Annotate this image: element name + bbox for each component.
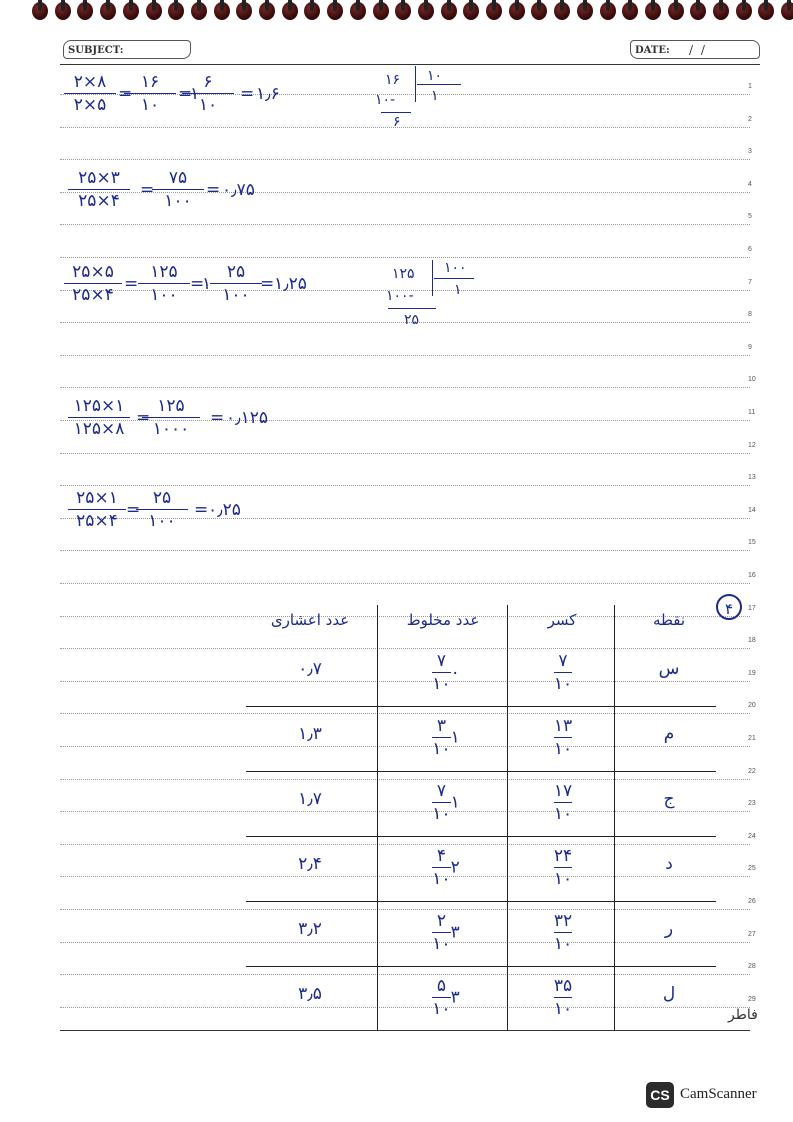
denominator: ۱۰ — [198, 95, 218, 115]
fraction-scaled — [64, 168, 134, 211]
numerator: ۶ — [203, 72, 213, 92]
numerator: ۸×۲ — [73, 72, 107, 92]
denominator: ۵×۲ — [73, 95, 107, 115]
dividend: ۱۲۵ — [392, 266, 415, 282]
denominator: ۱۰۰ — [164, 191, 192, 211]
mixed-fraction — [432, 911, 450, 954]
denominator: ۱۰ — [553, 999, 573, 1019]
point-label: د — [665, 854, 673, 874]
line-number: 23 — [748, 800, 756, 808]
ruled-line — [60, 127, 750, 128]
equals-sign: = — [136, 408, 151, 428]
numerator: ۱۶ — [140, 72, 160, 92]
line-number: 7 — [748, 278, 752, 286]
numerator: ۷۵ — [168, 168, 188, 188]
decimal-value: ۱٫۳ — [298, 724, 322, 744]
spiral-ring — [168, 2, 184, 20]
equals-sign: = — [260, 274, 275, 294]
spiral-ring — [577, 2, 593, 20]
mixed-whole: ۱ — [450, 727, 460, 748]
cell-mixed-number — [386, 781, 506, 824]
mixed-fraction — [432, 651, 450, 694]
fraction-scaled — [60, 262, 126, 305]
mixed-whole: ۲ — [450, 857, 460, 878]
spiral-ring — [32, 2, 48, 20]
divisor: ۱۰۰ — [444, 260, 467, 276]
line-number: 8 — [748, 311, 752, 319]
spiral-ring — [214, 2, 230, 20]
equals-sign: = — [124, 274, 139, 294]
row-divider — [246, 966, 716, 967]
fraction-scaled — [60, 72, 120, 115]
camscanner-badge: CS — [646, 1082, 674, 1108]
numerator: ۷ — [436, 781, 446, 801]
denominator: ۱۰ — [432, 934, 451, 954]
ruled-line — [60, 453, 750, 454]
mixed-whole: ۳ — [450, 987, 460, 1008]
equals-sign: = — [206, 180, 221, 200]
line-number: 20 — [748, 702, 756, 710]
line-number: 28 — [748, 963, 756, 971]
cell-point — [624, 919, 714, 939]
decimal-result: ۱٫۶ — [256, 84, 280, 104]
denominator: ۱۰ — [432, 739, 451, 759]
header-mixed: عدد مخلوط — [406, 611, 480, 629]
line-number: 21 — [748, 735, 756, 742]
spiral-ring — [304, 2, 320, 20]
spiral-binding — [0, 0, 793, 26]
equals-sign: = — [140, 180, 155, 200]
spiral-ring — [758, 2, 774, 20]
fraction — [554, 976, 572, 1019]
ruled-line — [60, 355, 750, 356]
cell-point — [624, 724, 714, 744]
cell-mixed-number — [386, 911, 506, 954]
cell-fraction — [516, 976, 610, 1019]
numerator: ۱۲۵ — [150, 262, 178, 282]
point-label: ل — [662, 984, 676, 1004]
numerator: ۳×۲۵ — [78, 168, 120, 188]
decimal-value: ۳٫۵ — [298, 984, 322, 1004]
point-label: س — [658, 659, 680, 679]
cell-decimal — [246, 984, 374, 1004]
numerator: ۷ — [558, 651, 568, 671]
numerator: ۱۲۵ — [157, 396, 185, 416]
cell-fraction — [516, 651, 610, 694]
spiral-ring — [327, 2, 343, 20]
line-number: 25 — [748, 865, 756, 873]
line-number: 17 — [748, 604, 756, 612]
spiral-ring — [123, 2, 139, 20]
spiral-ring — [531, 2, 547, 20]
fraction — [554, 911, 572, 954]
denominator: ۱۰ — [432, 999, 451, 1019]
camscanner-label: CamScanner — [680, 1086, 757, 1102]
numerator: ۵×۲۵ — [72, 262, 114, 282]
line-number: 1 — [748, 83, 752, 90]
denominator: ۱۰۰ — [222, 285, 250, 305]
equals-sign: = — [210, 408, 225, 428]
numerator: ۴ — [436, 846, 446, 866]
denominator: ۱۰ — [432, 804, 451, 824]
cell-decimal — [246, 659, 374, 679]
spiral-ring — [509, 2, 525, 20]
numerator: ۷ — [436, 651, 446, 671]
denominator: ۱۰۰ — [148, 511, 176, 531]
cell-mixed-number — [386, 651, 506, 694]
cell-point — [624, 659, 714, 679]
mixed-whole: ۱ — [202, 274, 212, 294]
quotient: ۱ — [431, 88, 439, 104]
date-value: / / — [689, 43, 707, 57]
numerator: ۱×۲۵ — [76, 488, 118, 508]
remainder: ۶ — [393, 114, 401, 130]
spiral-ring — [713, 2, 729, 20]
mixed-fraction — [432, 781, 450, 824]
cell-fraction — [516, 846, 610, 889]
decimal-value: ۱٫۷ — [298, 789, 322, 809]
line-number: 18 — [748, 637, 756, 645]
cell-decimal — [246, 854, 374, 874]
cell-decimal — [246, 789, 374, 809]
cell-fraction — [516, 781, 610, 824]
dividend: ۱۶ — [385, 72, 401, 88]
line-number: 11 — [748, 409, 756, 416]
denominator: ۱۰ — [140, 95, 160, 115]
cell-mixed-number — [386, 976, 506, 1019]
point-label: ج — [663, 789, 675, 809]
mixed-fraction — [432, 976, 450, 1019]
numerator: ۱۷ — [553, 781, 573, 801]
denominator: ۱۰۰ — [150, 285, 178, 305]
row-divider — [246, 706, 716, 707]
header-fraction: کسر — [547, 611, 577, 629]
fraction — [554, 716, 572, 759]
mixed-fraction — [206, 262, 266, 305]
line-number: 22 — [748, 767, 756, 775]
fraction — [554, 846, 572, 889]
subject-label: SUBJECT: — [68, 45, 124, 56]
ruled-line — [60, 387, 750, 388]
cell-decimal — [246, 724, 374, 744]
fraction-scaled — [64, 396, 134, 439]
point-label: م — [663, 724, 675, 744]
spiral-ring — [781, 2, 793, 20]
line-number: 29 — [748, 995, 756, 1003]
line-number: 27 — [748, 930, 756, 938]
cell-fraction — [516, 716, 610, 759]
spiral-ring — [77, 2, 93, 20]
spiral-ring — [146, 2, 162, 20]
line-number: 24 — [748, 832, 756, 840]
denominator: ۱۰ — [553, 739, 573, 759]
ruled-line — [60, 257, 750, 258]
decimal-value: ۳٫۲ — [298, 919, 322, 939]
spiral-ring — [100, 2, 116, 20]
mixed-fraction — [178, 72, 238, 115]
spiral-ring — [236, 2, 252, 20]
notebook-logo: فاطر — [728, 1007, 758, 1023]
mixed-whole: ۳ — [450, 922, 460, 943]
denominator: ۴×۲۵ — [72, 285, 114, 305]
spiral-ring — [645, 2, 661, 20]
spiral-ring — [736, 2, 752, 20]
mixed-fraction — [432, 716, 450, 759]
denominator: ۱۰ — [432, 869, 451, 889]
numerator: ۱×۱۲۵ — [73, 396, 125, 416]
equals-sign: = — [126, 500, 141, 520]
spiral-ring — [554, 2, 570, 20]
fraction-result — [120, 72, 180, 115]
header-decimal: عدد اعشاری — [270, 611, 350, 629]
line-number: 12 — [748, 441, 756, 449]
spiral-ring — [395, 2, 411, 20]
line-number: 14 — [748, 506, 756, 514]
equals-sign: = — [118, 84, 133, 104]
denominator: ۸×۱۲۵ — [73, 419, 125, 439]
line-number: 15 — [748, 539, 756, 547]
line-number: 26 — [748, 898, 756, 905]
spiral-ring — [55, 2, 71, 20]
cell-point — [624, 854, 714, 874]
line-number: 6 — [748, 246, 752, 253]
decimal-value: ۲٫۴ — [298, 854, 322, 874]
header-rule — [60, 64, 760, 65]
spiral-ring — [668, 2, 684, 20]
footer-rule — [60, 1030, 750, 1031]
fraction-result — [138, 396, 204, 439]
line-number: 3 — [748, 148, 752, 156]
cell-fraction — [516, 911, 610, 954]
denominator: ۱۰ — [553, 674, 573, 694]
header-point: نقطه — [652, 611, 686, 629]
ruled-line — [60, 550, 750, 551]
subject-field — [63, 40, 191, 59]
divisor: ۱۰ — [427, 68, 443, 84]
subtrahend: -۱۰۰ — [386, 288, 414, 304]
spiral-ring — [418, 2, 434, 20]
numerator: ۳۲ — [553, 911, 573, 931]
equals-sign: = — [240, 84, 255, 104]
mixed-whole: ۱ — [450, 792, 460, 813]
mixed-whole: ۰ — [450, 662, 460, 683]
denominator: ۱۰ — [553, 869, 573, 889]
spiral-ring — [259, 2, 275, 20]
ruled-line — [60, 583, 750, 584]
fraction-scaled — [64, 488, 130, 531]
numerator: ۲۵ — [226, 262, 246, 282]
fraction — [554, 651, 572, 694]
denominator: ۱۰ — [553, 804, 573, 824]
spiral-ring — [191, 2, 207, 20]
cell-mixed-number — [386, 716, 506, 759]
row-divider — [246, 836, 716, 837]
spiral-ring — [486, 2, 502, 20]
spiral-ring — [373, 2, 389, 20]
line-number: 5 — [748, 213, 752, 221]
line-number: 9 — [748, 343, 752, 351]
fraction-result — [132, 488, 192, 531]
fraction — [554, 781, 572, 824]
equals-sign: = — [190, 274, 205, 294]
numerator: ۲۴ — [553, 846, 573, 866]
spiral-ring — [441, 2, 457, 20]
decimal-result: ۰٫۲۵ — [208, 500, 241, 520]
numerator: ۱۳ — [553, 716, 573, 736]
denominator: ۱۰ — [553, 934, 573, 954]
ruled-line — [60, 224, 750, 225]
decimal-result: ۱٫۲۵ — [274, 274, 307, 294]
numerator: ۳ — [436, 716, 446, 736]
row-divider — [246, 901, 716, 902]
line-number: 10 — [748, 376, 756, 384]
denominator: ۱۰۰۰ — [152, 419, 190, 439]
mixed-whole: ۱ — [190, 84, 200, 104]
spiral-ring — [600, 2, 616, 20]
cell-mixed-number — [386, 846, 506, 889]
line-number: 4 — [748, 180, 752, 188]
numerator: ۵ — [436, 976, 446, 996]
cell-decimal — [246, 919, 374, 939]
numerator: ۳۵ — [553, 976, 573, 996]
cell-point — [624, 984, 714, 1004]
exercise-number-badge: ۴ — [716, 594, 742, 620]
decimal-result: ۰٫۱۲۵ — [226, 408, 269, 428]
decimal-result: ۰٫۷۵ — [222, 180, 255, 200]
equals-sign: = — [178, 84, 193, 104]
numerator: ۲۵ — [152, 488, 172, 508]
quotient: ۱ — [454, 282, 462, 298]
numerator: ۲ — [436, 911, 446, 931]
line-number: 19 — [748, 669, 756, 677]
cell-point — [624, 789, 714, 809]
spiral-ring — [690, 2, 706, 20]
line-number: 16 — [748, 572, 756, 579]
equals-sign: = — [194, 500, 209, 520]
line-number: 2 — [748, 115, 752, 123]
row-divider — [246, 771, 716, 772]
ruled-line — [60, 159, 750, 160]
denominator: ۱۰ — [432, 674, 451, 694]
subtrahend: -۱۰ — [375, 92, 396, 108]
line-number: 13 — [748, 474, 756, 482]
spiral-ring — [350, 2, 366, 20]
denominator: ۴×۲۵ — [78, 191, 120, 211]
fraction-table — [246, 605, 736, 1030]
remainder: ۲۵ — [404, 312, 420, 328]
date-field — [630, 40, 760, 59]
date-label: DATE: — [635, 45, 670, 56]
spiral-ring — [282, 2, 298, 20]
fraction-result — [148, 168, 208, 211]
point-label: ر — [664, 919, 674, 939]
spiral-ring — [622, 2, 638, 20]
denominator: ۴×۲۵ — [76, 511, 118, 531]
fraction-result — [134, 262, 194, 305]
ruled-line — [60, 485, 750, 486]
decimal-value: ۰٫۷ — [298, 659, 322, 679]
spiral-ring — [463, 2, 479, 20]
mixed-fraction — [432, 846, 450, 889]
